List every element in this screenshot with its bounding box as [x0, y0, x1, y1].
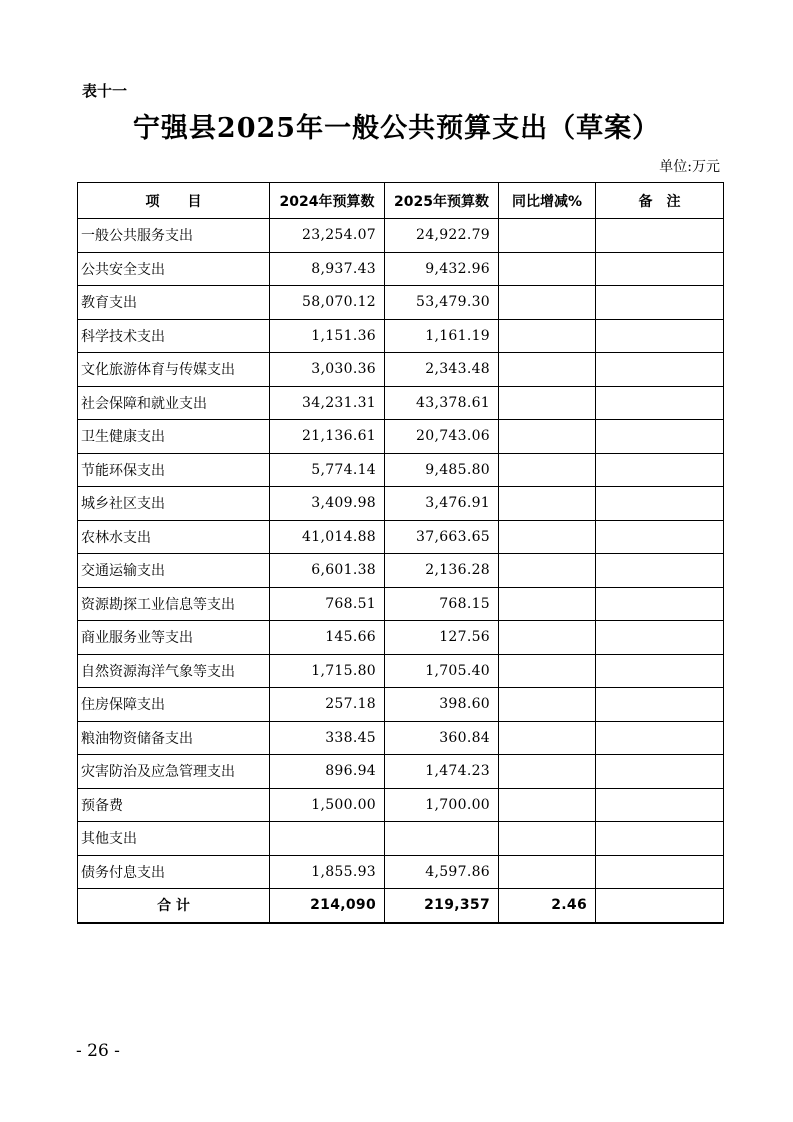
row-2025-value: 43,378.61: [385, 386, 499, 420]
row-item-name: 债务付息支出: [78, 855, 270, 889]
row-item-name: 其他支出: [78, 822, 270, 856]
header-item: 项 目: [78, 183, 270, 219]
row-note: [596, 487, 724, 521]
row-2024-value: 1,500.00: [270, 788, 385, 822]
row-change-value: [499, 520, 596, 554]
row-item-name: 卫生健康支出: [78, 420, 270, 454]
row-item-name: 社会保障和就业支出: [78, 386, 270, 420]
page-title: 宁强县2025年一般公共预算支出（草案）: [132, 113, 661, 144]
row-change-value: [499, 788, 596, 822]
row-change-value: [499, 453, 596, 487]
table-row: [78, 386, 724, 420]
row-2025-value: 398.60: [385, 688, 499, 722]
row-2024-value: 338.45: [270, 721, 385, 755]
row-2025-value: 9,485.80: [385, 453, 499, 487]
row-note: [596, 788, 724, 822]
table-row: [78, 453, 724, 487]
row-2024-value: 58,070.12: [270, 286, 385, 320]
total-change: 2.46: [499, 889, 596, 923]
row-change-value: [499, 654, 596, 688]
row-note: [596, 286, 724, 320]
row-change-value: [499, 286, 596, 320]
header-2024-budget: 2024年预算数: [270, 183, 385, 219]
total-2024: 214,090: [270, 889, 385, 923]
table-row: [78, 654, 724, 688]
row-2025-value: 9,432.96: [385, 252, 499, 286]
row-note: [596, 319, 724, 353]
row-change-value: [499, 587, 596, 621]
row-2024-value: 1,151.36: [270, 319, 385, 353]
row-2024-value: 23,254.07: [270, 219, 385, 253]
row-item-name: 预备费: [78, 788, 270, 822]
unit-label: 单位:万元: [659, 159, 720, 175]
row-item-name: 灾害防治及应急管理支出: [78, 755, 270, 789]
row-2024-value: 21,136.61: [270, 420, 385, 454]
row-note: [596, 855, 724, 889]
row-change-value: [499, 219, 596, 253]
row-item-name: 科学技术支出: [78, 319, 270, 353]
row-change-value: [499, 252, 596, 286]
row-note: [596, 654, 724, 688]
page-number: - 26 -: [76, 1041, 120, 1061]
table-label: 表十一: [82, 82, 128, 100]
row-2025-value: 1,700.00: [385, 788, 499, 822]
row-change-value: [499, 855, 596, 889]
row-2024-value: 3,030.36: [270, 353, 385, 387]
row-2024-value: [270, 822, 385, 856]
row-item-name: 教育支出: [78, 286, 270, 320]
row-2024-value: 41,014.88: [270, 520, 385, 554]
row-change-value: [499, 554, 596, 588]
row-change-value: [499, 721, 596, 755]
row-2024-value: 257.18: [270, 688, 385, 722]
table-row: [78, 621, 724, 655]
row-change-value: [499, 621, 596, 655]
row-item-name: 资源勘探工业信息等支出: [78, 587, 270, 621]
row-note: [596, 386, 724, 420]
header-change-percent: 同比增减%: [499, 183, 596, 219]
table-row: [78, 353, 724, 387]
row-2025-value: 20,743.06: [385, 420, 499, 454]
row-2025-value: 1,161.19: [385, 319, 499, 353]
table-row: [78, 822, 724, 856]
row-item-name: 自然资源海洋气象等支出: [78, 654, 270, 688]
table-row: [78, 252, 724, 286]
table-row: [78, 554, 724, 588]
row-note: [596, 554, 724, 588]
row-2025-value: 4,597.86: [385, 855, 499, 889]
row-note: [596, 721, 724, 755]
row-change-value: [499, 822, 596, 856]
row-item-name: 公共安全支出: [78, 252, 270, 286]
table-row: [78, 487, 724, 521]
row-change-value: [499, 319, 596, 353]
row-change-value: [499, 688, 596, 722]
row-2024-value: 1,855.93: [270, 855, 385, 889]
header-note: 备 注: [596, 183, 724, 219]
row-note: [596, 587, 724, 621]
table-row: [78, 319, 724, 353]
row-item-name: 住房保障支出: [78, 688, 270, 722]
table-row: [78, 286, 724, 320]
row-note: [596, 688, 724, 722]
total-label: 合 计: [78, 889, 270, 923]
row-2024-value: 768.51: [270, 587, 385, 621]
row-note: [596, 453, 724, 487]
row-2025-value: 53,479.30: [385, 286, 499, 320]
total-row: [78, 889, 724, 923]
row-2025-value: 37,663.65: [385, 520, 499, 554]
row-change-value: [499, 353, 596, 387]
row-change-value: [499, 386, 596, 420]
row-item-name: 粮油物资储备支出: [78, 721, 270, 755]
row-note: [596, 621, 724, 655]
row-note: [596, 755, 724, 789]
row-2025-value: 24,922.79: [385, 219, 499, 253]
row-2024-value: 1,715.80: [270, 654, 385, 688]
table-row: [78, 721, 724, 755]
row-2025-value: 2,343.48: [385, 353, 499, 387]
row-note: [596, 520, 724, 554]
row-2025-value: 3,476.91: [385, 487, 499, 521]
row-2025-value: 1,705.40: [385, 654, 499, 688]
table-row: [78, 420, 724, 454]
row-item-name: 交通运输支出: [78, 554, 270, 588]
row-2024-value: 8,937.43: [270, 252, 385, 286]
row-2024-value: 896.94: [270, 755, 385, 789]
row-item-name: 城乡社区支出: [78, 487, 270, 521]
table-row: [78, 520, 724, 554]
table-row: [78, 587, 724, 621]
row-2025-value: 768.15: [385, 587, 499, 621]
row-2025-value: 2,136.28: [385, 554, 499, 588]
table-row: [78, 688, 724, 722]
row-2025-value: 360.84: [385, 721, 499, 755]
row-note: [596, 353, 724, 387]
row-2024-value: 34,231.31: [270, 386, 385, 420]
table-row: [78, 755, 724, 789]
row-item-name: 农林水支出: [78, 520, 270, 554]
row-2025-value: [385, 822, 499, 856]
row-note: [596, 420, 724, 454]
row-note: [596, 822, 724, 856]
total-2025: 219,357: [385, 889, 499, 923]
row-2025-value: 1,474.23: [385, 755, 499, 789]
row-change-value: [499, 755, 596, 789]
row-2025-value: 127.56: [385, 621, 499, 655]
table-header-row: [78, 183, 724, 219]
row-note: [596, 219, 724, 253]
header-2025-budget: 2025年预算数: [385, 183, 499, 219]
row-2024-value: 5,774.14: [270, 453, 385, 487]
row-change-value: [499, 420, 596, 454]
table-row: [78, 219, 724, 253]
row-2024-value: 3,409.98: [270, 487, 385, 521]
row-change-value: [499, 487, 596, 521]
row-item-name: 文化旅游体育与传媒支出: [78, 353, 270, 387]
table-row: [78, 855, 724, 889]
row-2024-value: 145.66: [270, 621, 385, 655]
row-item-name: 一般公共服务支出: [78, 219, 270, 253]
budget-table: [77, 182, 724, 924]
table-row: [78, 788, 724, 822]
row-item-name: 商业服务业等支出: [78, 621, 270, 655]
row-2024-value: 6,601.38: [270, 554, 385, 588]
row-item-name: 节能环保支出: [78, 453, 270, 487]
total-note: [596, 889, 724, 923]
row-note: [596, 252, 724, 286]
